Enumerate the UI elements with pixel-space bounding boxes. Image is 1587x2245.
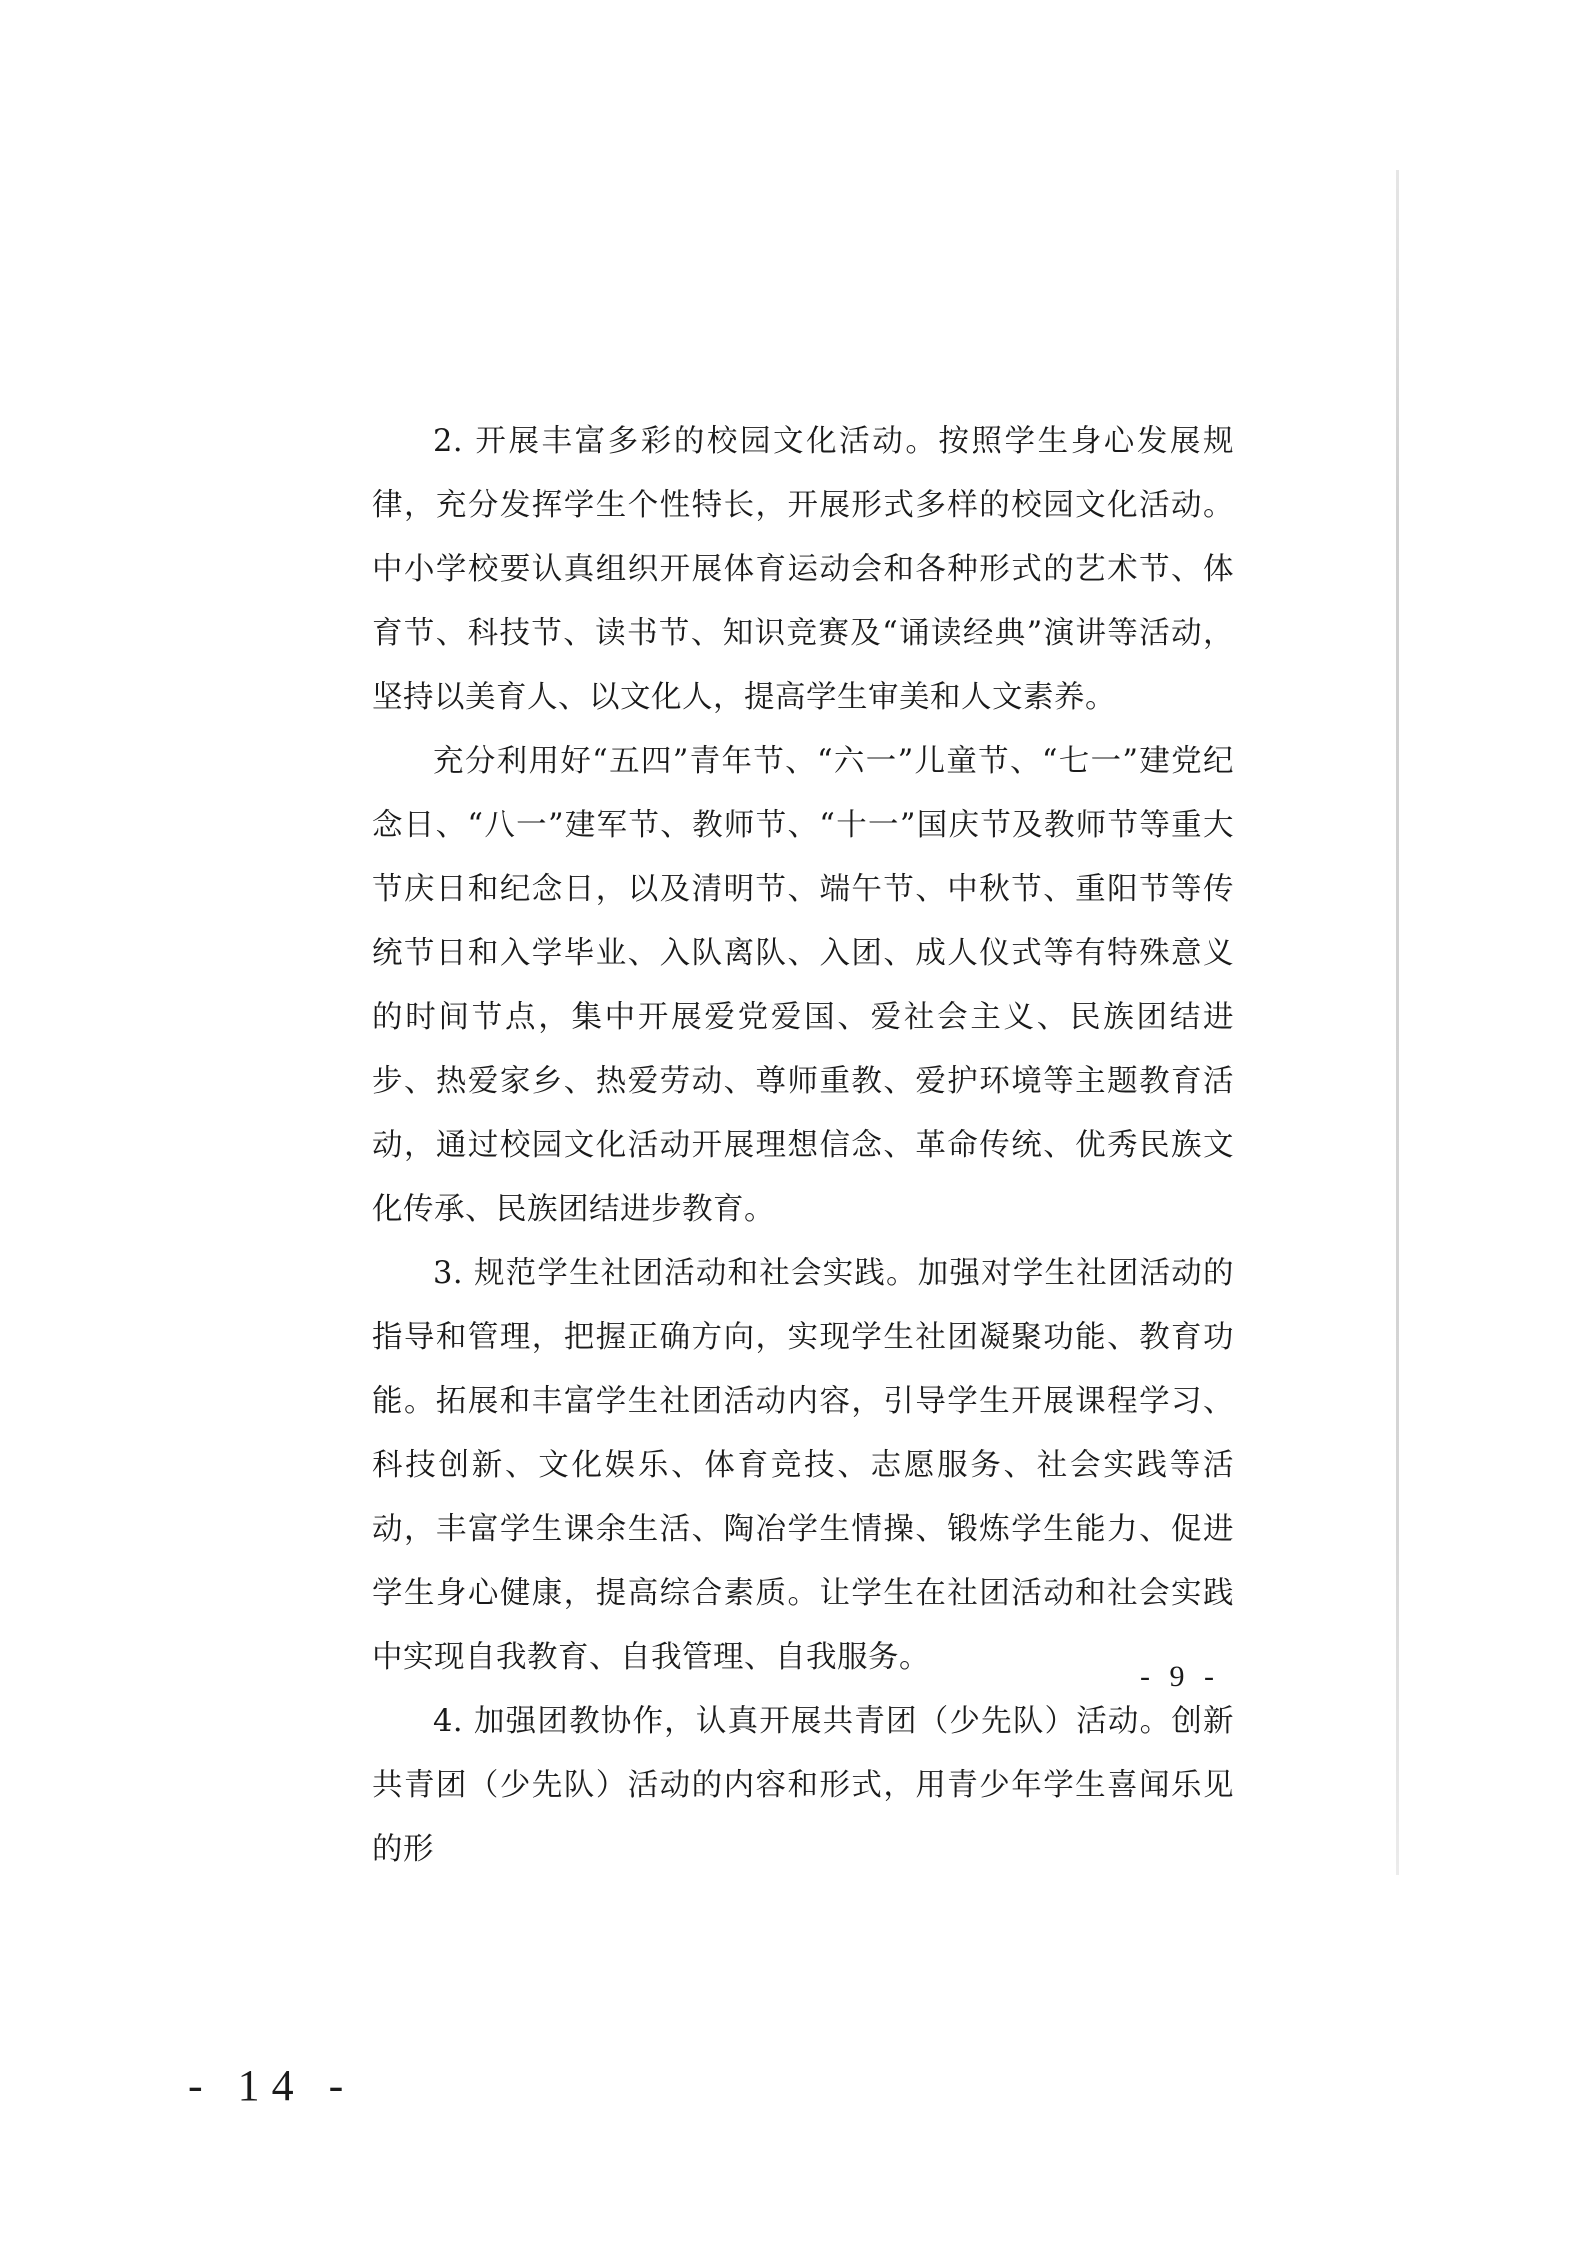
paragraph-heading: 4. 加强团教协作，认真开展共青团（少先队）活动。 — [433, 1704, 1172, 1739]
paragraph-text: 充分利用好“五四”青年节、“六一”儿童节、“七一”建党纪念日、“八一”建军节、教师节、“十一”国庆节及教师节等重大节庆日和纪念日，以及清明节、端午节、中秋节、重阳节等传统节日和入学毕业、入队离队、入团、成人仪式等有特殊意义的时间节点，集中开展爱党爱国、爱社会主义、民族团结进步、热爱家乡、热爱劳动、尊师重教、爱护环境等主题教育活动，通过校园文化活动开展理想信念、革命传统、优秀民族文化传承、民族团结进步教育。 — [372, 744, 1234, 1227]
paragraph-text: 按照学生身心发展规律，充分发挥学生个性特长，开展形式多样的校园文化活动。中小学校要认真组织开展体育运动会和各种形式的艺术节、体育节、科技节、读书节、知识竞赛及“诵读经典”演讲等活动，坚持以美育人、以文化人，提高学生审美和人文素养。 — [372, 424, 1234, 715]
outer-page-number: - 14 - — [188, 2061, 356, 2110]
paragraph-heading: 2. 开展丰富多彩的校园文化活动。 — [433, 424, 939, 459]
paragraph-item-2 — [372, 730, 1234, 1242]
paragraph-item-3 — [372, 1242, 1234, 1690]
paragraph-heading: 3. 规范学生社团活动和社会实践。 — [433, 1256, 918, 1291]
paragraph-item-4 — [372, 1690, 1234, 1882]
inner-page-number: - 9 - — [1140, 1660, 1220, 1693]
document-body — [372, 410, 1234, 1882]
paragraph-item-1 — [372, 410, 1234, 730]
paragraph-text: 创新共青团（少先队）活动的内容和形式，用青少年学生喜闻乐见的形 — [372, 1704, 1235, 1867]
paragraph-text: 加强对学生社团活动的指导和管理，把握正确方向，实现学生社团凝聚功能、教育功能。拓展和丰富学生社团活动内容，引导学生开展课程学习、科技创新、文化娱乐、体育竞技、志愿服务、社会实践等活动，丰富学生课余生活、陶冶学生情操、锻炼学生能力、促进学生身心健康，提高综合素质。让学生在社团活动和社会实践中实现自我教育、自我管理、自我服务。 — [372, 1256, 1234, 1675]
scan-page-edge — [1396, 170, 1399, 1875]
